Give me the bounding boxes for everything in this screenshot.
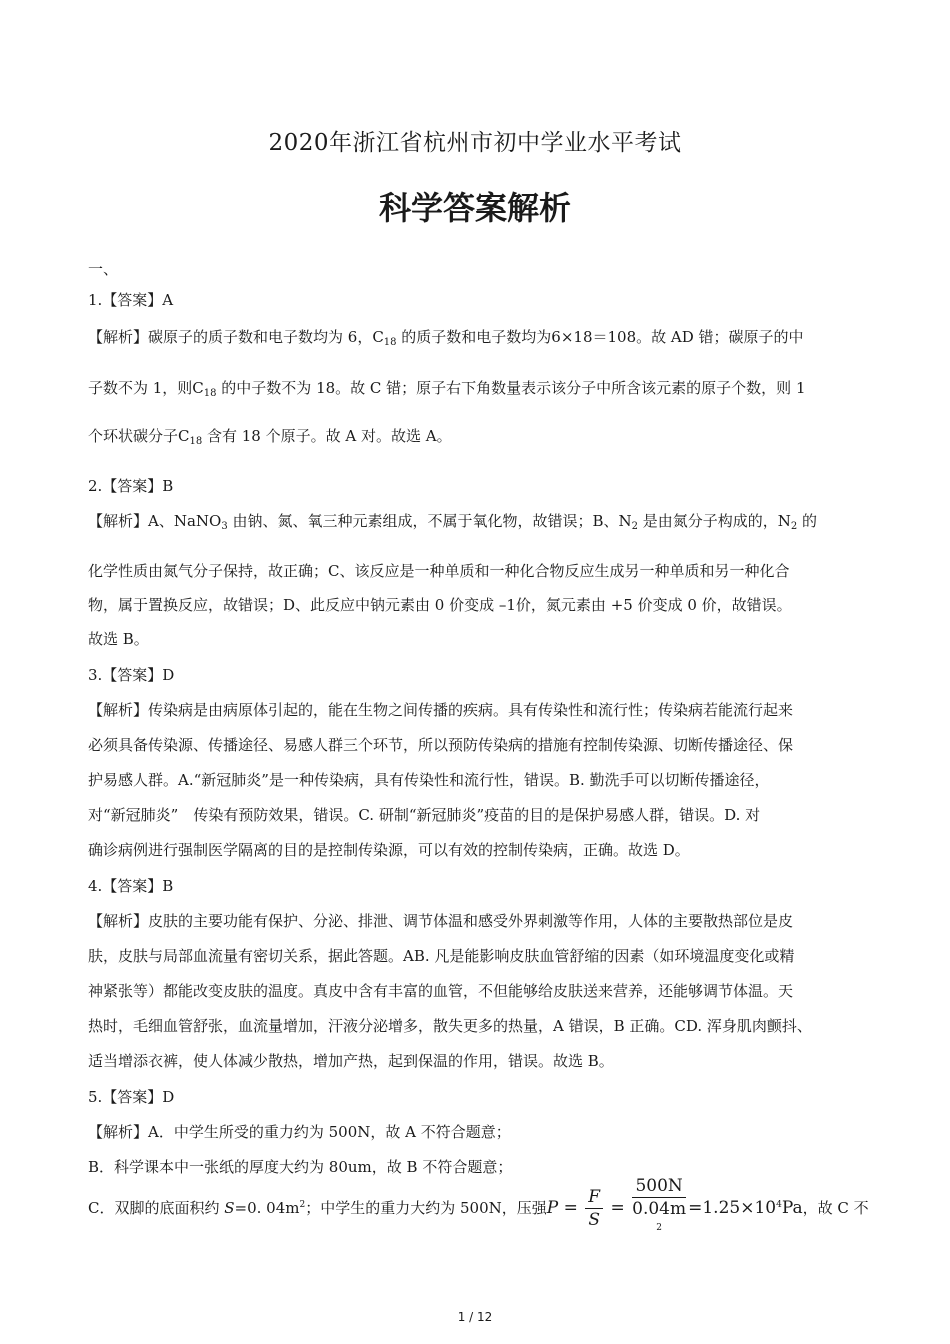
variable-p: P <box>546 1198 559 1218</box>
subscript: 18 <box>383 337 397 348</box>
fraction-f-over-s <box>585 1186 603 1231</box>
q5-explanation-line2: B．科学课本中一张纸的厚度大约为 80um，故 B 不符合题意； <box>88 1158 513 1176</box>
fraction-values <box>632 1175 686 1242</box>
denominator-value: 0.04m <box>632 1199 687 1219</box>
subscript: 2 <box>631 521 638 532</box>
text-run: 是由氮分子构成的，N <box>638 512 791 530</box>
text-run: 【解析】碳原子的质子数和电子数均为 6，C <box>88 328 384 346</box>
q5-explanation-line1: 【解析】A．中学生所受的重力约为 500N，故 A 不符合题意； <box>88 1123 511 1141</box>
subscript: 18 <box>189 436 203 447</box>
q1-explanation-line1 <box>88 327 864 347</box>
text-run: 个环状碳分子C <box>88 427 190 445</box>
q2-explanation-line4: 故选 B。 <box>88 630 149 648</box>
numerator: F <box>585 1186 603 1209</box>
q4-explanation-line5: 适当增添衣裤，使人体减少散热，增加产热，起到保温的作用，错误。故选 B。 <box>88 1052 614 1070</box>
section-number: 一、 <box>88 260 119 278</box>
text-run: ，故 C 不 <box>802 1199 869 1217</box>
text-run: 的质子数和电子数均为6×18＝108。故 AD 错；碳原子的中 <box>396 328 804 346</box>
text-run: ；中学生的重力大约为 500N，压强 <box>305 1199 547 1217</box>
numerator: 500N <box>632 1175 686 1198</box>
q3-explanation-line3: 护易感人群。A.“新冠肺炎”是一种传染病，具有传染性和流行性，错误。B. 勤洗手可以切断传播途径， <box>88 771 770 789</box>
equals-sign: = <box>558 1198 584 1218</box>
superscript: 2 <box>299 1200 306 1210</box>
subscript: 2 <box>790 521 798 532</box>
pressure-formula <box>546 1176 803 1233</box>
q4-answer: 4.【答案】B <box>88 877 174 895</box>
q2-explanation-line1 <box>88 511 864 531</box>
q5-answer: 5.【答案】D <box>88 1088 175 1106</box>
text-run: 由钠、氮、氧三种元素组成，不属于氧化物，故错误；B、N <box>227 512 632 530</box>
text-run: 子数不为 1，则C <box>88 379 204 397</box>
text-run: =0. 04m <box>234 1199 300 1217</box>
text-run: 的中子数不为 18。故 C 错；原子右下角数量表示该分子中所含该元素的原子个数，则 1 <box>216 379 806 397</box>
text-run: C．双脚的底面积约 <box>88 1199 225 1217</box>
q3-answer: 3.【答案】D <box>88 666 175 684</box>
text-run: 【解析】A、NaNO <box>88 512 222 530</box>
exam-title: 2020年浙江省杭州市初中学业水平考试 <box>268 130 682 156</box>
superscript: 2 <box>656 1223 662 1233</box>
subscript: 3 <box>221 521 228 532</box>
q1-explanation-line3 <box>88 426 864 446</box>
text-run: 的 <box>797 512 818 530</box>
q2-explanation-line2: 化学性质由氮气分子保持，故正确；C、该反应是一种单质和一种化合物反应生成另一种单质和另一种化合 <box>88 562 790 580</box>
result-value: =1.25×10 <box>688 1198 777 1218</box>
q2-explanation-line3: 物，属于置换反应，故错误；D、此反应中钠元素由 0 价变成 –1价，氮元素由 +5 价变成 0 价，故错误。 <box>88 596 792 614</box>
text-run: 含有 18 个原子。故 A 对。故选 A。 <box>202 427 452 445</box>
superscript: 4 <box>776 1200 782 1210</box>
q4-explanation-line4: 热时，毛细血管舒张，血流量增加，汗液分泌增多，散失更多的热量，A 错误，B 正确。CD. 浑身肌肉颤抖、 <box>88 1017 812 1035</box>
q3-explanation-line2: 必须具备传染源、传播途径、易感人群三个环节，所以预防传染病的措施有控制传染源、切断传播途径、保 <box>88 736 794 754</box>
q3-explanation-line5: 确诊病例进行强制医学隔离的目的是控制传染源，可以有效的控制传染病，正确。故选 D。 <box>88 841 690 859</box>
q4-explanation-line2: 肤，皮肤与局部血流量有密切关系，据此答题。AB. 凡是能影响皮肤血管舒缩的因素（如环境温度变化或精 <box>88 947 795 965</box>
q1-explanation-line2 <box>88 378 864 398</box>
document-subtitle: 科学答案解析 <box>378 189 571 227</box>
denominator: S <box>588 1210 600 1230</box>
q2-answer: 2.【答案】B <box>88 477 174 495</box>
page-number: 1 / 12 <box>457 1310 493 1324</box>
denominator <box>632 1198 686 1242</box>
q4-explanation-line3: 神紧张等）都能改变皮肤的温度。真皮中含有丰富的血管，不但能够给皮肤送来营养，还能够调节体温。天 <box>88 982 794 1000</box>
subscript: 18 <box>203 388 217 399</box>
q5-explanation-line3 <box>88 1175 869 1242</box>
variable-s: S <box>224 1199 235 1217</box>
q1-answer: 1.【答案】A <box>88 291 174 309</box>
q4-explanation-line1: 【解析】皮肤的主要功能有保护、分泌、排泄、调节体温和感受外界刺激等作用，人体的主要散热部位是皮 <box>88 912 794 930</box>
q3-explanation-line4: 对“新冠肺炎” 传染有预防效果，错误。C. 研制“新冠肺炎”疫苗的目的是保护易感人群，错误。D. 对 <box>88 806 761 824</box>
result-unit: Pa <box>781 1198 803 1218</box>
equals-sign: = <box>605 1198 631 1218</box>
q3-explanation-line1: 【解析】传染病是由病原体引起的，能在生物之间传播的疾病。具有传染性和流行性；传染病若能流行起来 <box>88 701 794 719</box>
